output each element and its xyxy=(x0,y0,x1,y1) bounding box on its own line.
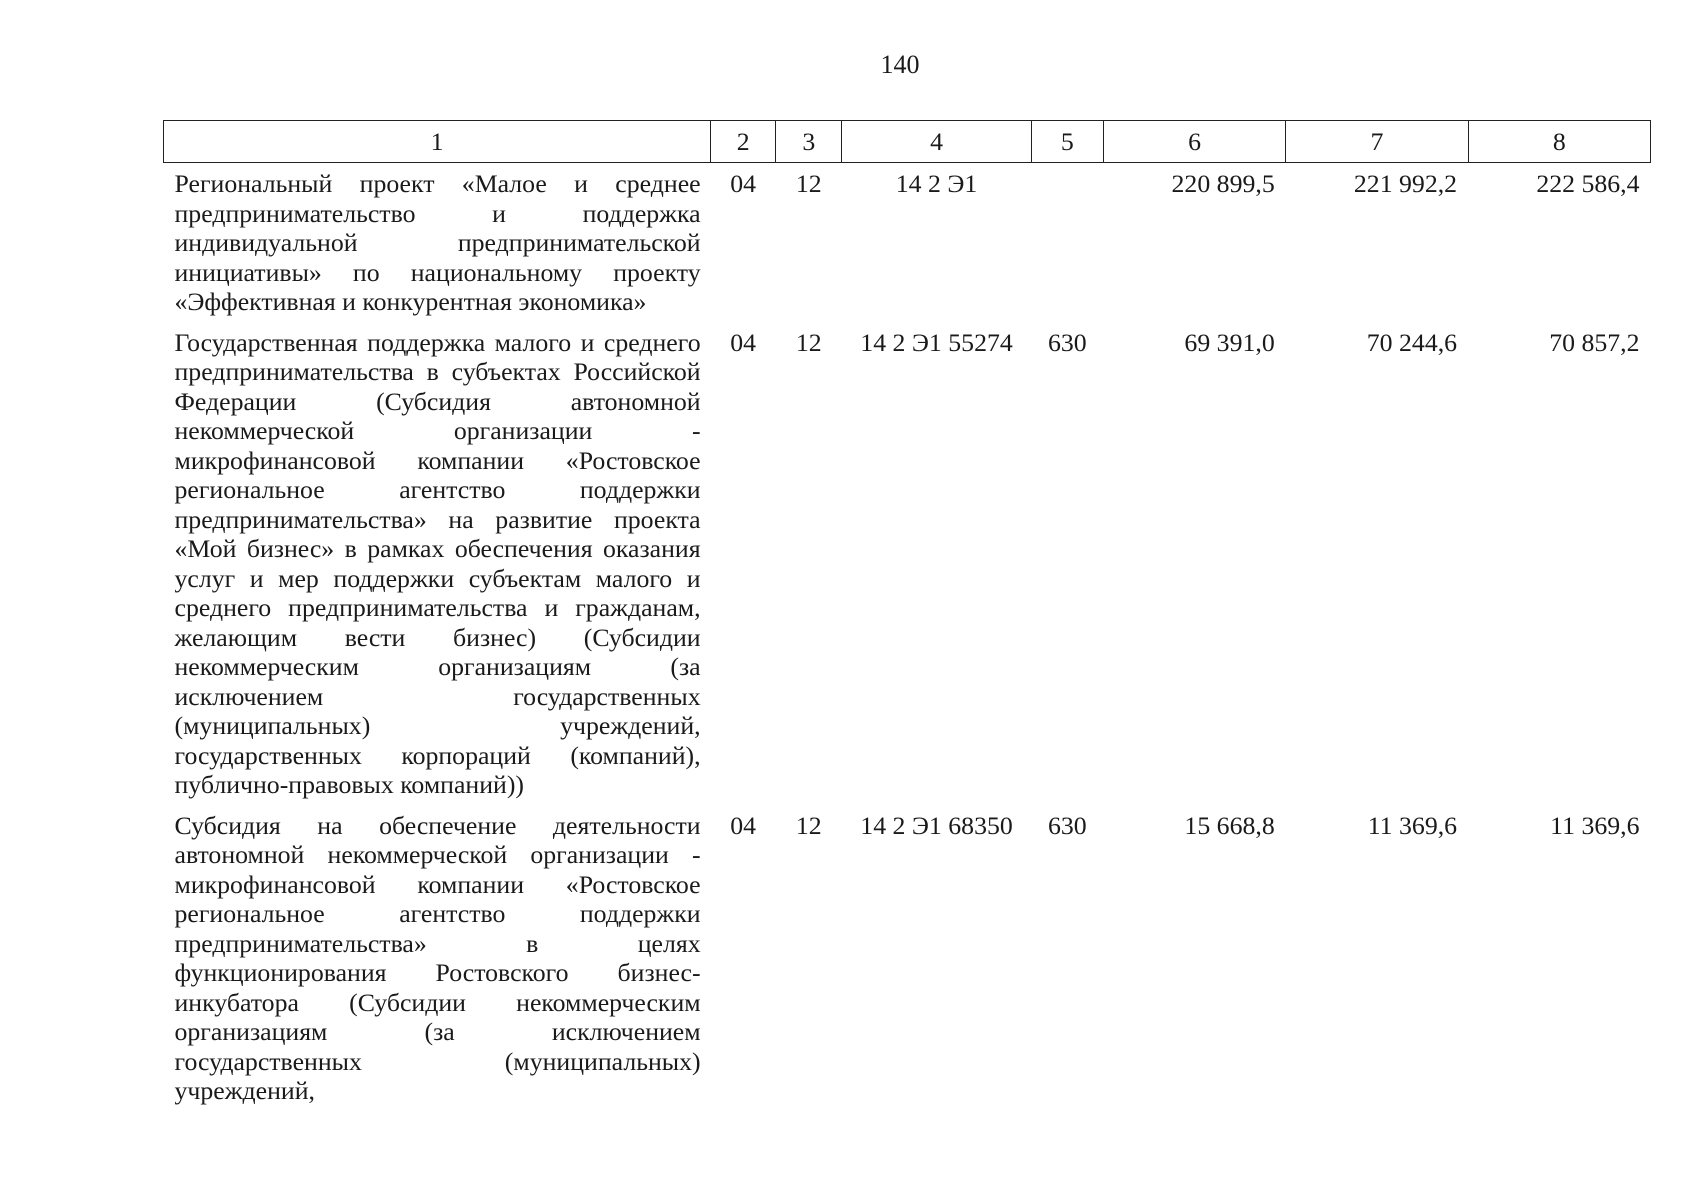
row-amount-year-2: 70 244,6 xyxy=(1366,327,1458,357)
table-row xyxy=(164,163,1651,328)
row-subsection: 12 xyxy=(795,169,822,198)
column-header: 8 xyxy=(1468,121,1650,163)
column-header: 3 xyxy=(776,121,842,163)
row-section: 04 xyxy=(730,810,757,840)
row-target-article: 14 2 Э1 68350 xyxy=(860,810,1013,840)
column-header: 2 xyxy=(711,121,776,163)
table-row xyxy=(164,328,1651,811)
row-expense-type: 630 xyxy=(1047,810,1087,840)
row-amount-year-3: 11 369,6 xyxy=(1550,810,1640,840)
page-number: 140 xyxy=(880,50,920,79)
row-amount-year-3: 222 586,4 xyxy=(1536,169,1640,198)
row-description: Субсидия на обеспечение деятельности автономной некоммерческой организации - микрофинансовой компании «Ростовское региональное агентство поддержки предпринимательства» в целях функционирования Ростовского бизнес-инкубатора (Субсидии некоммерческим организациям (за исключением государственных (муниципальных) учреждений, xyxy=(174,810,701,1105)
column-header: 1 xyxy=(164,121,711,163)
row-amount-year-2: 11 369,6 xyxy=(1367,810,1458,840)
row-section: 04 xyxy=(730,169,757,198)
column-header: 6 xyxy=(1103,121,1285,163)
row-amount-year-1: 69 391,0 xyxy=(1184,327,1275,357)
budget-table xyxy=(163,120,1651,1117)
row-expense-type: 630 xyxy=(1047,327,1087,357)
row-section: 04 xyxy=(730,327,757,357)
row-description: Региональный проект «Малое и среднее предпринимательство и поддержка индивидуальной предпринимательской инициативы» по национальному проекту «Эффективная и конкурентная экономика» xyxy=(174,169,701,316)
row-amount-year-1: 15 668,8 xyxy=(1184,810,1275,840)
column-header: 5 xyxy=(1031,121,1103,163)
row-target-article: 14 2 Э1 55274 xyxy=(860,327,1013,357)
row-expense-type xyxy=(1031,163,1103,328)
row-amount-year-1: 220 899,5 xyxy=(1171,169,1275,198)
row-subsection: 12 xyxy=(795,810,822,840)
row-target-article: 14 2 Э1 xyxy=(895,169,978,198)
row-amount-year-2: 221 992,2 xyxy=(1353,169,1458,198)
table-header-row xyxy=(164,121,1651,163)
row-amount-year-3: 70 857,2 xyxy=(1549,327,1640,357)
column-header: 7 xyxy=(1286,121,1468,163)
row-description: Государственная поддержка малого и среднего предпринимательства в субъектах Российской Федерации (Субсидия автономной некоммерческой организации - микрофинансовой компании «Ростовское региональное агентство поддержки предпринимательства» на развитие проекта «Мой бизнес» в рамках обеспечения оказания услуг и мер поддержки субъектам малого и среднего предпринимательства и гражданам, желающим вести бизнес) (Субсидии некоммерческим организациям (за исключением государственных (муниципальных) учреждений, государственных корпораций (компаний), публично-правовых компаний)) xyxy=(174,327,701,799)
table-row xyxy=(164,811,1651,1117)
row-subsection: 12 xyxy=(795,327,822,357)
column-header: 4 xyxy=(842,121,1031,163)
